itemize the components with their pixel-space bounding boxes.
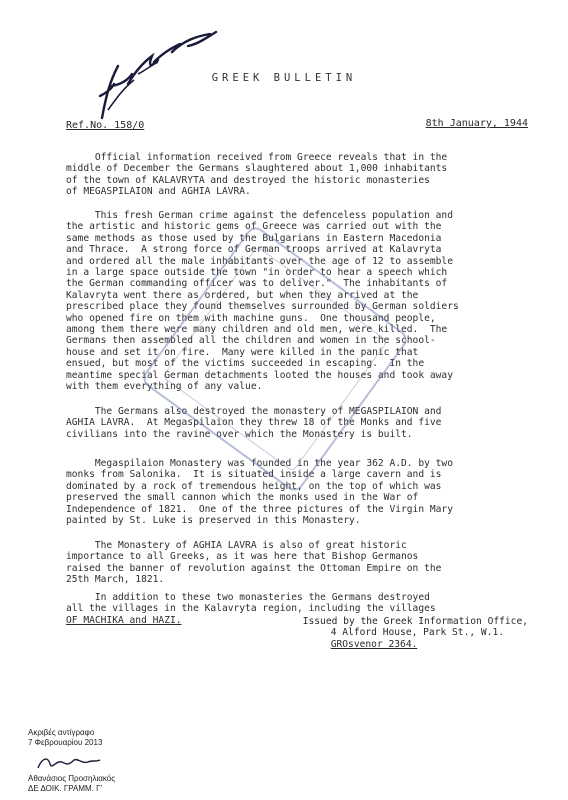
issuer-line: Issued by the Greek Information Office, [302, 616, 528, 627]
certifier-block [28, 774, 115, 794]
villages-names: OF MACHIKA and HAZI. [66, 615, 182, 626]
certification-block [28, 728, 102, 748]
issuer-block [303, 616, 528, 650]
certification-line: Ακριβές αντίγραφο [28, 728, 95, 737]
certification-date: 7 Φεβρουαρίου 2013 [28, 738, 103, 747]
certifier-title: ΔΕ ΔΟΙΚ. ΓΡΑΜΜ. Γ' [28, 784, 103, 793]
reference-number: Ref.No. 158/0 [66, 120, 145, 131]
certifier-signature [34, 752, 104, 774]
paragraph-monasteries-destroyed: The Germans also destroyed the monastery of MEGASPILAION and AGHIA LAVRA. At Megaspilaion they threw 18 of the Monks and five civilians into the ravine over which the Monastery is built. [66, 406, 442, 440]
issuer-address: 4 Alford House, Park St., W.1. [330, 627, 505, 639]
paragraph-intro: Official information received from Greece reveals that in the middle of December the Germans slaughtered about 1,000 inhabitants of the town of KALAVRYTA and destroyed the historic monasteries of MEGASPILAION and AGHIA LAVRA. [66, 152, 448, 198]
paragraph-villages: In addition to these two monasteries the Germans destroyed all the villages in the Kalavryta region, including the villages [66, 592, 436, 615]
bulletin-title: GREEK BULLETIN [211, 72, 357, 84]
paragraph-massacre: This fresh German crime against the defenceless population and the artistic and historic gems of Greece was carried out with the same methods as those used by the Bulgarians in Eastern Macedonia and Thrace. A strong force of German troops arrived at Kalavryta and ordered all the male inhabitants over the age of 12 to assemble in a large space outside the town "in order to hear a speech which the German commanding officer was to deliver." The inhabitants of Kalavryta went there as ordered, but when they arrived at the prescribed place they found themselves surrounded by German soldiers who opened fire on them with machine guns. One thousand people, among them there were many children and old men, were killed. The Germans then assembled all the children and women in the school- house and set it on fire. Many were killed in the panic that ensued, but most of the victims succeeded in escaping. In the meantime special German detachments looted the houses and took away with them everything of any value. [66, 210, 459, 393]
paragraph-aghia-lavra: The Monastery of AGHIA LAVRA is also of great historic importance to all Greeks, as it was here that Bishop Germanos raised the banner of revolution against the Ottoman Empire on the 25th March, 1821. [66, 540, 442, 586]
paragraph-megaspilaion: Megaspilaion Monastery was founded in the year 362 A.D. by two monks from Salonika. It is situated inside a large cavern and is dominated by a rock of tremendous height, on the top of which was preserved the small cannon which the monks used in the War of Independence of 1821. One of the three pictures of the Virgin Mary painted by St. Luke is preserved in this Monastery. [66, 458, 453, 527]
document-date: 8th January, 1944 [425, 118, 528, 129]
certifier-name: Αθανάσιος Προσηλιακός [28, 774, 116, 783]
issuer-phone: GROsvenor 2364. [330, 638, 418, 650]
